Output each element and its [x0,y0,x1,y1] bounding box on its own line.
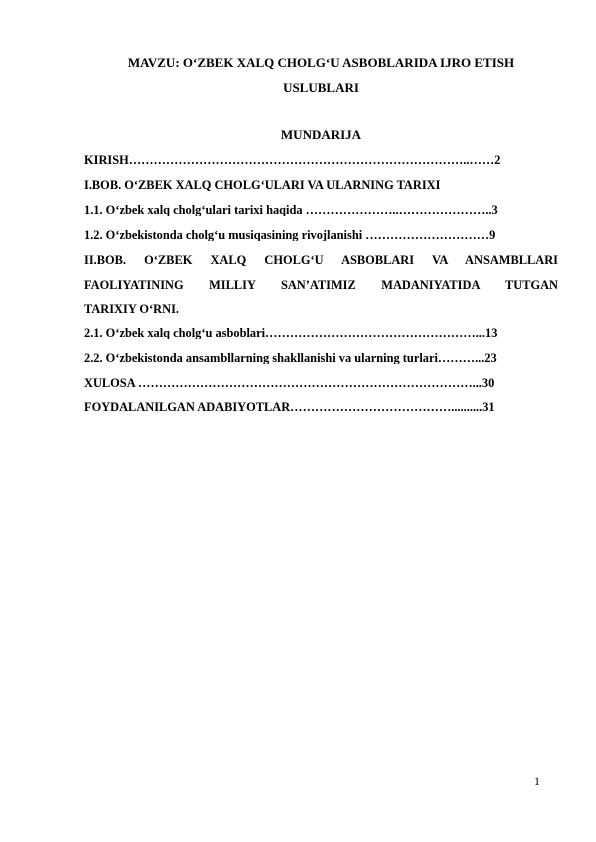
toc-entry-kirish: KIRISH………………………………………………………………………..……2 [84,154,501,167]
toc-entry-xulosa: XULOSA ………………………………………………………………………...30 [84,377,495,390]
toc-entry-chapter-1: I.BOB. O‘ZBEK XALQ CHOLG‘ULARI VA ULARNING TARIXI [84,179,441,192]
toc-entry-2-2: 2.2. O‘zbekistonda ansambllarning shakllanishi va ularning turlari………...23 [84,352,497,365]
toc-entry-2-1: 2.1. O‘zbek xalq cholg‘u asboblari……………………………………………...13 [84,327,498,340]
toc-entry-chapter-2-line-3: TARIXIY O‘RNI. [84,303,179,316]
toc-entry-1-1: 1.1. O‘zbek xalq cholg‘ulari tarixi haqida …………………..…………………..3 [84,204,498,217]
toc-entry-chapter-2-line-1: II.BOB. O‘ZBEK XALQ CHOLG‘U ASBOBLARI VA ANSAMBLLARI [84,254,558,267]
title-line-1: MAVZU: O‘ZBEK XALQ CHOLG‘U ASBOBLARIDA IJRO ETISH [127,55,515,70]
toc-entry-bibliography: FOYDALANILGAN ADABIYOTLAR…………………………………..........31 [84,401,495,414]
toc-entry-1-2: 1.2. O‘zbekistonda cholg‘u musiqasining rivojlanishi …………………………9 [84,229,496,242]
toc-heading: MUNDARIJA [280,127,362,142]
title-line-2: USLUBLARI [283,80,359,95]
page-number: 1 [534,774,540,788]
toc-entry-chapter-2-line-2: FAOLIYATINING MILLIY SAN’ATIMIZ MADANIYATIDA TUTGAN [84,279,558,292]
